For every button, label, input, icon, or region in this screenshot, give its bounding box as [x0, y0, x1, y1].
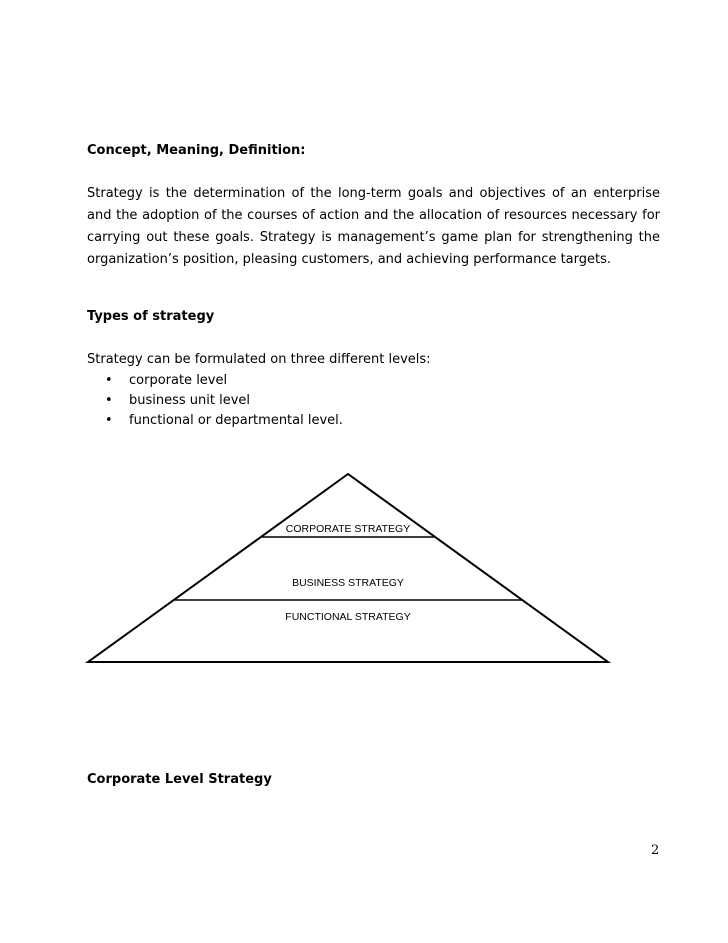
pyramid-outline [88, 474, 608, 662]
pyramid-label-functional: FUNCTIONAL STRATEGY [285, 611, 411, 623]
definition-paragraph: Strategy is the determination of the long-term goals and objectives of an enterprise and the adoption of the courses of action and the allocation of resources necessary for carrying out these goals. Strategy is management’s game plan for strengthening the organization’s position, pleasing customers, and achieving performance targets. [87, 186, 660, 267]
strategy-pyramid-diagram [80, 466, 620, 668]
page-number: 2 [651, 843, 660, 858]
pyramid-label-corporate: CORPORATE STRATEGY [285, 523, 411, 535]
bullet-icon: • [105, 413, 113, 428]
level-text: business unit level [129, 393, 251, 408]
heading-types-of-strategy: Types of strategy [87, 309, 215, 324]
levels-intro: Strategy can be formulated on three different levels: [87, 352, 431, 367]
heading-concept: Concept, Meaning, Definition: [87, 143, 306, 158]
heading-corporate-level-strategy: Corporate Level Strategy [87, 772, 272, 787]
bullet-icon: • [105, 373, 113, 388]
list-item [87, 391, 343, 411]
list-item [87, 411, 343, 431]
levels-list [87, 371, 343, 431]
level-text: functional or departmental level. [129, 413, 343, 428]
level-text: corporate level [129, 373, 228, 388]
pyramid-label-business: BUSINESS STRATEGY [292, 577, 404, 589]
list-item [87, 371, 343, 391]
bullet-icon: • [105, 393, 113, 408]
